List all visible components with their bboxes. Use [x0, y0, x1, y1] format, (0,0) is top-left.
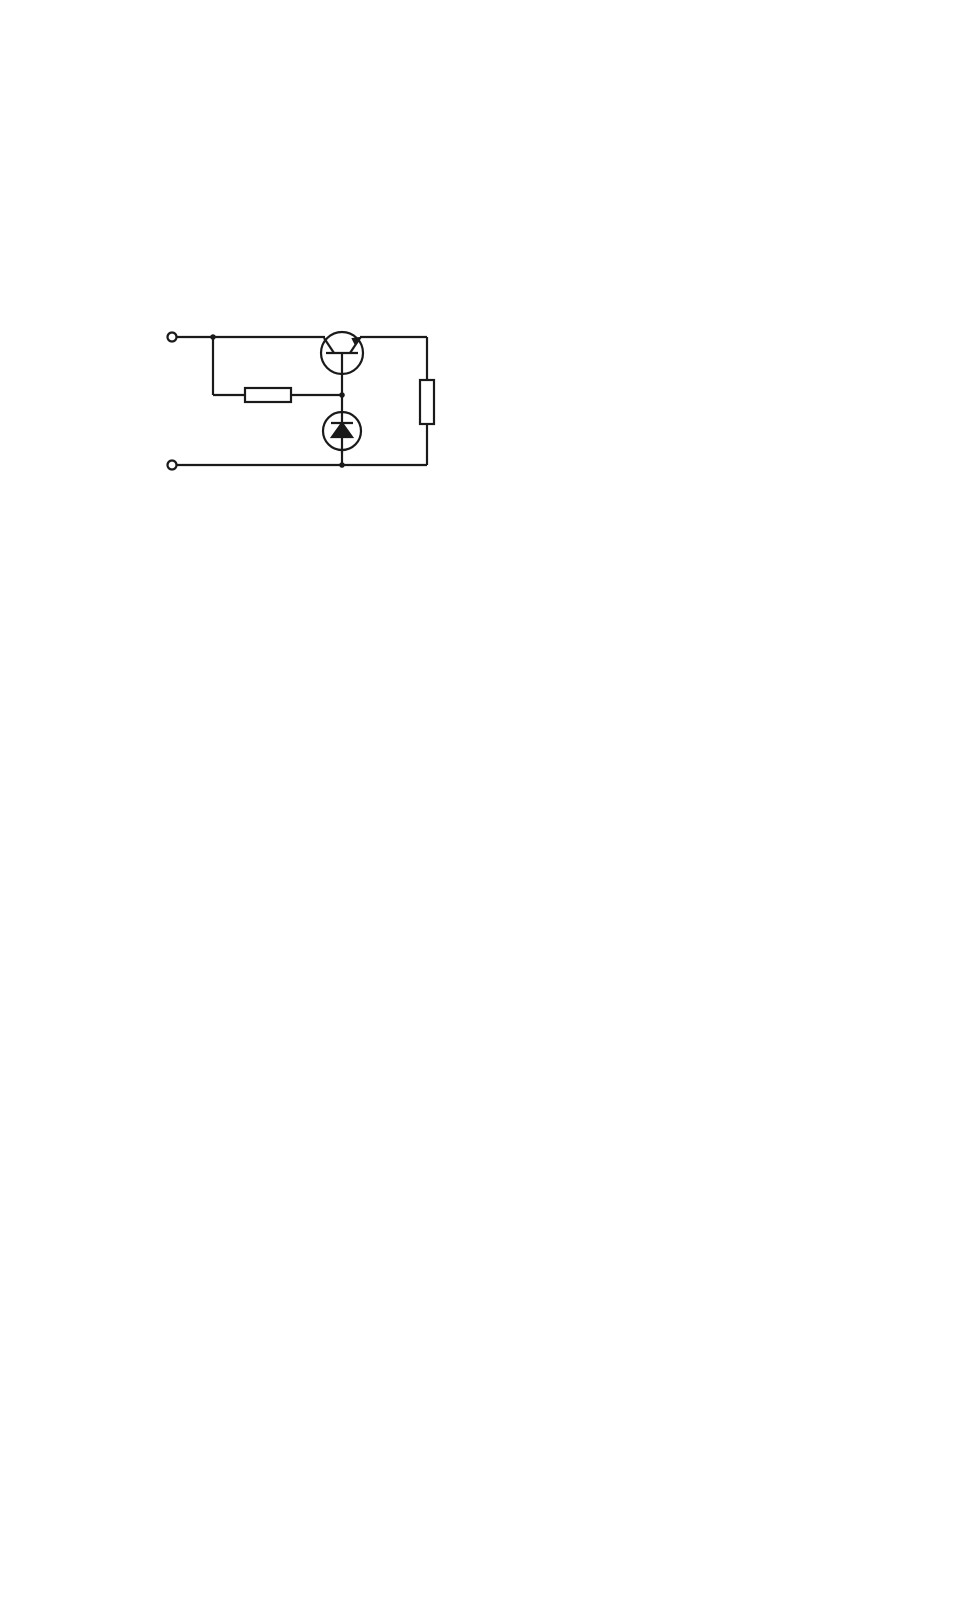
input-terminal-top [168, 333, 177, 342]
input-terminal-bottom [168, 461, 177, 470]
circuit-diagram-fig-47 [150, 325, 470, 475]
resistor-rn [420, 380, 434, 424]
circuit-svg [150, 325, 470, 475]
resistor-r1 [245, 388, 291, 402]
